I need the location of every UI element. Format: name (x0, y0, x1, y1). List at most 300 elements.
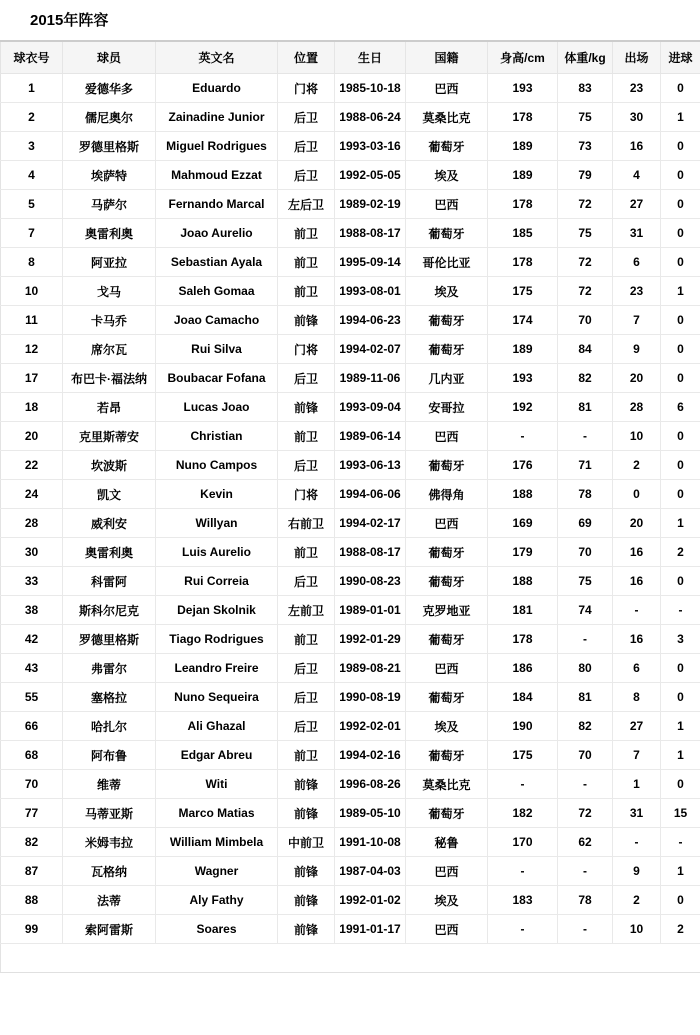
table-cell: 184 (488, 683, 558, 712)
table-cell: 中前卫 (278, 828, 335, 857)
table-cell: 0 (661, 886, 700, 915)
table-cell: 葡萄牙 (406, 306, 488, 335)
table-cell: Tiago Rodrigues (156, 625, 278, 654)
table-cell: - (661, 828, 700, 857)
table-cell: - (558, 422, 613, 451)
table-cell: 莫桑比克 (406, 103, 488, 132)
table-cell: 右前卫 (278, 509, 335, 538)
table-cell: 2 (613, 451, 661, 480)
table-cell: 1994-06-06 (335, 480, 406, 509)
table-cell: 70 (558, 741, 613, 770)
table-cell: 75 (558, 219, 613, 248)
table-cell: 1992-01-29 (335, 625, 406, 654)
table-cell: 73 (558, 132, 613, 161)
table-cell: 0 (661, 654, 700, 683)
table-cell: 1994-02-07 (335, 335, 406, 364)
table-cell: 巴西 (406, 422, 488, 451)
table-cell: Fernando Marcal (156, 190, 278, 219)
column-header-2: 球员 (63, 41, 156, 74)
table-cell: 78 (558, 480, 613, 509)
table-cell: 前锋 (278, 915, 335, 944)
table-cell: 79 (558, 161, 613, 190)
table-cell: - (558, 857, 613, 886)
table-cell: 0 (661, 190, 700, 219)
table-cell: 席尔瓦 (63, 335, 156, 364)
table-cell: 秘鲁 (406, 828, 488, 857)
table-row (1, 886, 700, 915)
table-cell: Soares (156, 915, 278, 944)
table-cell: 68 (1, 741, 63, 770)
title-bar (0, 0, 700, 40)
table-cell: 81 (558, 683, 613, 712)
table-cell: 前卫 (278, 277, 335, 306)
column-header-7: 身高/cm (488, 41, 558, 74)
table-cell: 巴西 (406, 654, 488, 683)
table-row (1, 828, 700, 857)
table-cell: 前锋 (278, 857, 335, 886)
table-cell: 若昂 (63, 393, 156, 422)
table-cell: 前卫 (278, 538, 335, 567)
table-cell: 189 (488, 335, 558, 364)
table-cell: 埃及 (406, 886, 488, 915)
table-cell: 1989-01-01 (335, 596, 406, 625)
table-cell: 18 (1, 393, 63, 422)
table-cell: Sebastian Ayala (156, 248, 278, 277)
table-row (1, 480, 700, 509)
table-cell: 8 (613, 683, 661, 712)
table-cell: 23 (613, 74, 661, 103)
table-row (1, 393, 700, 422)
table-cell: Eduardo (156, 74, 278, 103)
table-cell: 192 (488, 393, 558, 422)
table-cell: 葡萄牙 (406, 567, 488, 596)
table-row (1, 567, 700, 596)
table-cell: 183 (488, 886, 558, 915)
empty-footer-cell (1, 944, 700, 973)
table-cell: 0 (661, 683, 700, 712)
table-cell: 1993-03-16 (335, 132, 406, 161)
table-cell: 10 (1, 277, 63, 306)
table-row (1, 915, 700, 944)
table-cell: 1989-05-10 (335, 799, 406, 828)
table-cell: 7 (613, 306, 661, 335)
table-cell: 189 (488, 132, 558, 161)
table-cell: Ali Ghazal (156, 712, 278, 741)
table-cell: 11 (1, 306, 63, 335)
table-cell: 190 (488, 712, 558, 741)
table-cell: - (613, 828, 661, 857)
table-cell: 27 (613, 712, 661, 741)
table-cell: Nuno Sequeira (156, 683, 278, 712)
table-cell: - (661, 596, 700, 625)
table-cell: 法蒂 (63, 886, 156, 915)
table-cell: 葡萄牙 (406, 799, 488, 828)
table-cell: 奥雷利奥 (63, 538, 156, 567)
table-cell: 后卫 (278, 364, 335, 393)
table-cell: Saleh Gomaa (156, 277, 278, 306)
table-cell: 74 (558, 596, 613, 625)
table-cell: 178 (488, 625, 558, 654)
table-row (1, 596, 700, 625)
table-cell: 威利安 (63, 509, 156, 538)
table-cell: 瓦格纳 (63, 857, 156, 886)
table-cell: 1993-08-01 (335, 277, 406, 306)
squad-table (0, 40, 700, 973)
table-cell: 1992-01-02 (335, 886, 406, 915)
table-cell: 左前卫 (278, 596, 335, 625)
table-row (1, 712, 700, 741)
table-cell: 安哥拉 (406, 393, 488, 422)
table-cell: 葡萄牙 (406, 741, 488, 770)
table-cell: 83 (558, 74, 613, 103)
table-cell: Zainadine Junior (156, 103, 278, 132)
table-cell: 70 (1, 770, 63, 799)
table-cell: 葡萄牙 (406, 625, 488, 654)
table-cell: 前锋 (278, 306, 335, 335)
table-cell: 巴西 (406, 74, 488, 103)
table-cell: Miguel Rodrigues (156, 132, 278, 161)
table-cell: 1992-02-01 (335, 712, 406, 741)
table-cell: 后卫 (278, 103, 335, 132)
table-cell: 斯科尔尼克 (63, 596, 156, 625)
table-cell: 阿亚拉 (63, 248, 156, 277)
table-cell: 72 (558, 248, 613, 277)
table-header-row (1, 41, 700, 74)
table-cell: 33 (1, 567, 63, 596)
table-cell: Joao Aurelio (156, 219, 278, 248)
table-cell: 188 (488, 480, 558, 509)
table-cell: 72 (558, 799, 613, 828)
table-cell: 0 (661, 132, 700, 161)
table-cell: 1 (661, 277, 700, 306)
table-cell: 15 (661, 799, 700, 828)
table-cell: 1988-06-24 (335, 103, 406, 132)
table-cell: 66 (1, 712, 63, 741)
table-cell: 4 (613, 161, 661, 190)
table-cell: 1992-05-05 (335, 161, 406, 190)
table-cell: 0 (661, 161, 700, 190)
table-cell: 28 (613, 393, 661, 422)
table-cell: 55 (1, 683, 63, 712)
table-row (1, 683, 700, 712)
table-cell: 罗德里格斯 (63, 625, 156, 654)
table-row (1, 335, 700, 364)
table-cell: 1 (613, 770, 661, 799)
table-cell: 1 (661, 741, 700, 770)
table-cell: 葡萄牙 (406, 219, 488, 248)
table-cell: 1 (661, 509, 700, 538)
table-cell: 哥伦比亚 (406, 248, 488, 277)
table-cell: - (488, 857, 558, 886)
table-cell: 75 (558, 103, 613, 132)
table-cell: 81 (558, 393, 613, 422)
table-row (1, 625, 700, 654)
table-cell: Wagner (156, 857, 278, 886)
table-cell: 23 (613, 277, 661, 306)
table-cell: Willyan (156, 509, 278, 538)
table-cell: 卡马乔 (63, 306, 156, 335)
table-cell: Christian (156, 422, 278, 451)
table-cell: - (613, 596, 661, 625)
table-cell: 20 (613, 509, 661, 538)
table-cell: 埃萨特 (63, 161, 156, 190)
table-row (1, 103, 700, 132)
table-cell: Witi (156, 770, 278, 799)
table-cell: 1988-08-17 (335, 219, 406, 248)
table-cell: 1988-08-17 (335, 538, 406, 567)
table-cell: 葡萄牙 (406, 132, 488, 161)
table-cell: 30 (1, 538, 63, 567)
table-cell: 葡萄牙 (406, 335, 488, 364)
table-cell: 8 (1, 248, 63, 277)
table-cell: 1993-09-04 (335, 393, 406, 422)
table-cell: 门将 (278, 335, 335, 364)
table-cell: 179 (488, 538, 558, 567)
table-cell: 10 (613, 422, 661, 451)
table-cell: 后卫 (278, 712, 335, 741)
table-cell: 后卫 (278, 683, 335, 712)
table-cell: 2 (661, 538, 700, 567)
table-cell: 170 (488, 828, 558, 857)
table-cell: 巴西 (406, 190, 488, 219)
table-row (1, 799, 700, 828)
table-cell: 葡萄牙 (406, 538, 488, 567)
table-cell: 1990-08-19 (335, 683, 406, 712)
table-cell: 99 (1, 915, 63, 944)
table-cell: 0 (661, 451, 700, 480)
table-cell: 阿布鲁 (63, 741, 156, 770)
table-row (1, 277, 700, 306)
table-cell: Nuno Campos (156, 451, 278, 480)
table-cell: 6 (613, 654, 661, 683)
table-cell: Leandro Freire (156, 654, 278, 683)
table-cell: 80 (558, 654, 613, 683)
table-row (1, 132, 700, 161)
table-cell: 82 (1, 828, 63, 857)
table-cell: 69 (558, 509, 613, 538)
table-row (1, 741, 700, 770)
table-cell: 埃及 (406, 161, 488, 190)
table-cell: 84 (558, 335, 613, 364)
table-cell: 188 (488, 567, 558, 596)
table-cell: 43 (1, 654, 63, 683)
table-cell: 70 (558, 306, 613, 335)
column-header-6: 国籍 (406, 41, 488, 74)
table-cell: 巴西 (406, 857, 488, 886)
table-cell: 1994-02-16 (335, 741, 406, 770)
table-cell: 哈扎尔 (63, 712, 156, 741)
table-cell: 20 (1, 422, 63, 451)
table-cell: 10 (613, 915, 661, 944)
column-header-4: 位置 (278, 41, 335, 74)
table-cell: 3 (1, 132, 63, 161)
table-cell: 72 (558, 277, 613, 306)
table-cell: 前锋 (278, 886, 335, 915)
table-cell: 88 (1, 886, 63, 915)
table-row (1, 306, 700, 335)
table-row (1, 364, 700, 393)
column-header-8: 体重/kg (558, 41, 613, 74)
table-cell: 克罗地亚 (406, 596, 488, 625)
table-cell: 前卫 (278, 248, 335, 277)
table-row (1, 161, 700, 190)
table-cell: Rui Silva (156, 335, 278, 364)
table-cell: 前卫 (278, 625, 335, 654)
table-cell: 维蒂 (63, 770, 156, 799)
column-header-1: 球衣号 (1, 41, 63, 74)
table-cell: 7 (613, 741, 661, 770)
table-cell: 193 (488, 364, 558, 393)
table-cell: 0 (661, 219, 700, 248)
table-cell: 75 (558, 567, 613, 596)
table-cell: 4 (1, 161, 63, 190)
table-cell: 0 (661, 248, 700, 277)
table-cell: 181 (488, 596, 558, 625)
table-cell: 2 (661, 915, 700, 944)
table-row (1, 509, 700, 538)
table-cell: 3 (661, 625, 700, 654)
table-cell: 185 (488, 219, 558, 248)
table-cell: 前卫 (278, 422, 335, 451)
table-cell: 82 (558, 364, 613, 393)
table-cell: 奥雷利奥 (63, 219, 156, 248)
table-cell: 189 (488, 161, 558, 190)
table-cell: Kevin (156, 480, 278, 509)
table-cell: 0 (661, 567, 700, 596)
table-row (1, 770, 700, 799)
table-cell: - (488, 915, 558, 944)
table-cell: 前卫 (278, 219, 335, 248)
table-cell: 0 (661, 364, 700, 393)
table-cell: 0 (661, 335, 700, 364)
table-cell: 175 (488, 741, 558, 770)
table-cell: Luis Aurelio (156, 538, 278, 567)
table-cell: 巴西 (406, 509, 488, 538)
table-cell: 1989-06-14 (335, 422, 406, 451)
table-cell: 78 (558, 886, 613, 915)
table-cell: 169 (488, 509, 558, 538)
table-cell: 70 (558, 538, 613, 567)
table-cell: 6 (613, 248, 661, 277)
table-cell: 前锋 (278, 770, 335, 799)
table-cell: 175 (488, 277, 558, 306)
table-cell: Joao Camacho (156, 306, 278, 335)
table-cell: - (558, 770, 613, 799)
table-cell: 9 (613, 335, 661, 364)
table-row (1, 422, 700, 451)
table-cell: - (558, 915, 613, 944)
table-cell: William Mimbela (156, 828, 278, 857)
table-cell: Edgar Abreu (156, 741, 278, 770)
table-cell: 12 (1, 335, 63, 364)
table-cell: 31 (613, 219, 661, 248)
table-cell: 葡萄牙 (406, 683, 488, 712)
table-cell: 22 (1, 451, 63, 480)
table-cell: Marco Matias (156, 799, 278, 828)
table-cell: 巴西 (406, 915, 488, 944)
table-cell: 9 (613, 857, 661, 886)
table-cell: 178 (488, 103, 558, 132)
table-cell: 弗雷尔 (63, 654, 156, 683)
table-cell: Dejan Skolnik (156, 596, 278, 625)
table-cell: 2 (1, 103, 63, 132)
table-cell: 埃及 (406, 277, 488, 306)
table-cell: 戈马 (63, 277, 156, 306)
table-cell: 前锋 (278, 393, 335, 422)
table-cell: 后卫 (278, 132, 335, 161)
table-cell: 17 (1, 364, 63, 393)
table-cell: 米姆韦拉 (63, 828, 156, 857)
table-cell: 1989-11-06 (335, 364, 406, 393)
table-row (1, 451, 700, 480)
table-cell: 1 (1, 74, 63, 103)
table-cell: 1 (661, 712, 700, 741)
table-cell: 72 (558, 190, 613, 219)
table-cell: 0 (661, 480, 700, 509)
table-cell: 0 (661, 74, 700, 103)
table-cell: 20 (613, 364, 661, 393)
table-cell: 前锋 (278, 799, 335, 828)
table-cell: 前卫 (278, 741, 335, 770)
table-cell: 16 (613, 567, 661, 596)
table-cell: 克里斯蒂安 (63, 422, 156, 451)
table-cell: 0 (661, 422, 700, 451)
table-cell: 1989-08-21 (335, 654, 406, 683)
table-row (1, 538, 700, 567)
table-row (1, 190, 700, 219)
table-cell: 后卫 (278, 161, 335, 190)
table-row (1, 219, 700, 248)
table-cell: 5 (1, 190, 63, 219)
table-cell: 176 (488, 451, 558, 480)
table-cell: 1996-08-26 (335, 770, 406, 799)
table-row (1, 74, 700, 103)
table-cell: 82 (558, 712, 613, 741)
table-cell: 1 (661, 103, 700, 132)
table-cell: 0 (613, 480, 661, 509)
column-header-9: 出场 (613, 41, 661, 74)
table-cell: 30 (613, 103, 661, 132)
table-cell: 7 (1, 219, 63, 248)
table-cell: Mahmoud Ezzat (156, 161, 278, 190)
table-cell: 16 (613, 132, 661, 161)
table-cell: 1994-02-17 (335, 509, 406, 538)
table-row (1, 248, 700, 277)
table-cell: - (488, 770, 558, 799)
column-header-5: 生日 (335, 41, 406, 74)
table-cell: Rui Correia (156, 567, 278, 596)
table-cell: 182 (488, 799, 558, 828)
table-cell: 1991-01-17 (335, 915, 406, 944)
table-cell: 24 (1, 480, 63, 509)
table-cell: 178 (488, 248, 558, 277)
table-cell: 佛得角 (406, 480, 488, 509)
table-cell: Aly Fathy (156, 886, 278, 915)
table-cell: 2 (613, 886, 661, 915)
table-cell: 1 (661, 857, 700, 886)
table-cell: 0 (661, 306, 700, 335)
table-cell: 1985-10-18 (335, 74, 406, 103)
table-cell: 71 (558, 451, 613, 480)
table-cell: 16 (613, 538, 661, 567)
table-cell: 塞格拉 (63, 683, 156, 712)
table-cell: 儒尼奥尔 (63, 103, 156, 132)
table-cell: 31 (613, 799, 661, 828)
empty-footer-row (1, 944, 700, 973)
table-cell: 62 (558, 828, 613, 857)
table-cell: 38 (1, 596, 63, 625)
table-cell: 后卫 (278, 567, 335, 596)
